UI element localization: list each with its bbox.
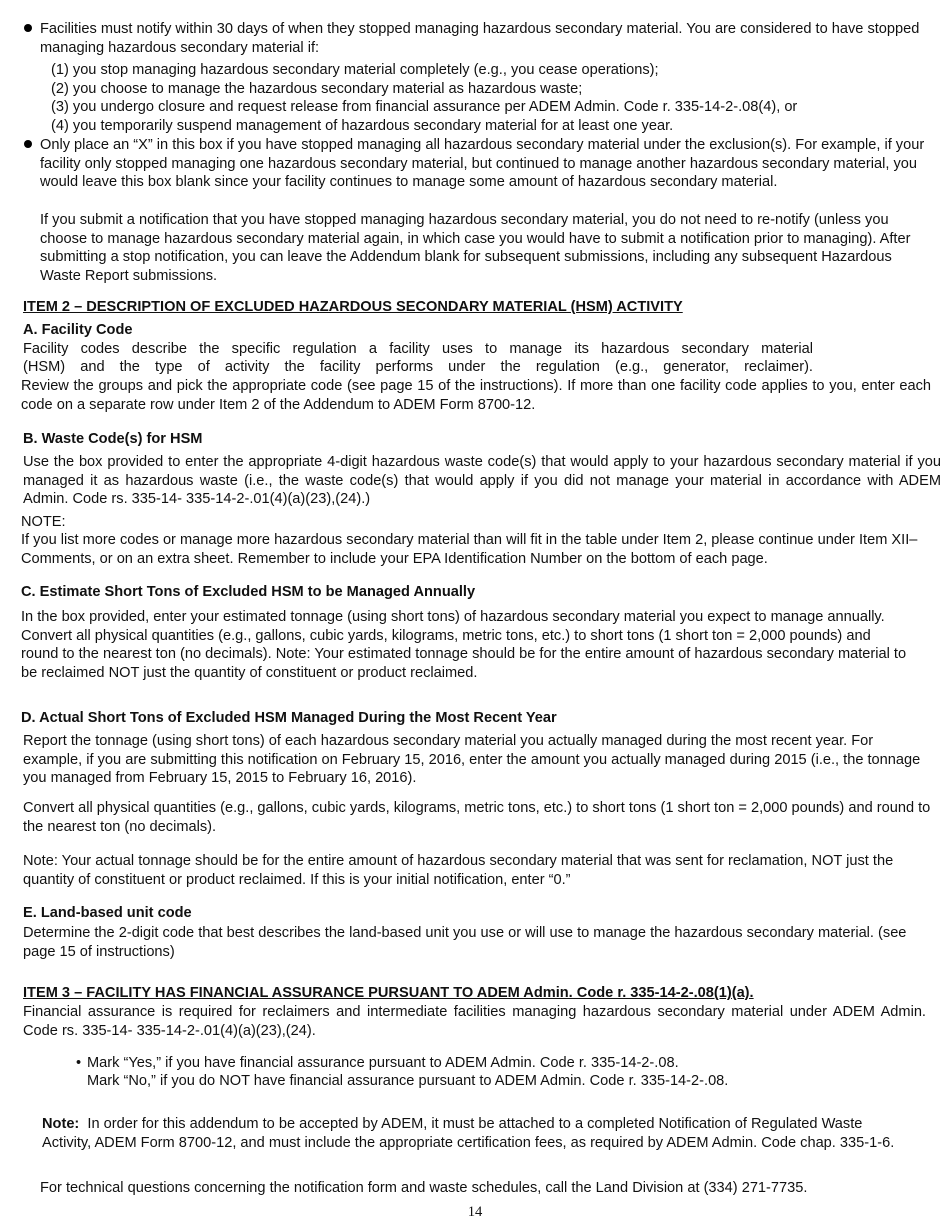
- bullet-dot: [24, 24, 32, 32]
- stop-box-bullet-text: Only place an “X” in this box if you have stopped managing all hazardous secondary material under the exclusion(s). For example, if your facility only stopped managing one hazardous secondary material, but continued to manage another hazardous secondary material, you would leave this box blank since your facility continues to manage some amount of hazardous secondary material.: [40, 137, 925, 191]
- notify-bullet-text: Facilities must notify within 30 days of when they stopped managing hazardous secondary material. You are considered to have stopped managing hazardous secondary material if:: [40, 21, 920, 56]
- item3-no-line: Mark “No,” if you do NOT have financial assurance pursuant to ADEM Admin. Code r. 335-14-2-.08.: [87, 1073, 729, 1089]
- note-label: Note:: [42, 1116, 80, 1132]
- item2-d-title: D. Actual Short Tons of Excluded HSM Managed During the Most Recent Year: [21, 710, 557, 726]
- condition-3: (3) you undergo closure and request release from financial assurance per ADEM Admin. Code r. 335-14-2-.08(4), or: [51, 99, 798, 116]
- item2-b-note-label: NOTE:: [21, 514, 66, 530]
- stop-box-followup-text: If you submit a notification that you have stopped managing hazardous secondary material, you do not need to re-notify (unless you choose to manage hazardous secondary material again, in which case you would have to submit a notification prior to managing). After submitting a stop notification, you can leave the Addendum blank for subsequent submissions, including any subsequent Hazardous Waste Report submissions.: [40, 212, 911, 284]
- item2-e-title: E. Land-based unit code: [23, 905, 192, 921]
- item2-c-title: C. Estimate Short Tons of Excluded HSM to be Managed Annually: [21, 584, 476, 600]
- item2-a-line1: Facility codes describe the specific regulation a facility uses to manage its hazardous secondary material: [23, 341, 813, 357]
- item2-e-text: Determine the 2-digit code that best describes the land-based unit you use or will use to manage the hazardous secondary material. (see page 15 of instructions): [23, 925, 907, 960]
- contact-line: For technical questions concerning the notification form and waste schedules, call the Land Division at (334) 271-7735.: [40, 1180, 808, 1196]
- addendum-note: [42, 1115, 912, 1152]
- item2-a-line3: Review the groups and pick the appropriate code (see page 15 of the instructions). If more than one facility code applies to you, enter each code on a separate row under Item 2 of the Addendum to ADEM Form 8700-12.: [21, 378, 931, 413]
- note-text: In order for this addendum to be accepted by ADEM, it must be attached to a completed Notification of Regulated Waste Activity, ADEM Form 8700-12, and must include the appropriate certification fees, as required by ADEM Admin. Code chap. 335-1-6.: [42, 1116, 895, 1151]
- condition-1: (1) you stop managing hazardous secondary material completely (e.g., you cease operations);: [51, 62, 659, 78]
- item2-a-line2: (HSM) and the type of activity the facility performs under the regulation (e.g., generator, reclaimer).: [23, 359, 813, 375]
- stop-conditions-list: [51, 61, 931, 135]
- condition-4: (4) you temporarily suspend management of hazardous secondary material for at least one year.: [51, 117, 674, 134]
- condition-2: (2) you choose to manage the hazardous secondary material as hazardous waste;: [51, 80, 583, 97]
- page-number: 14: [467, 1204, 483, 1220]
- item2-b-title: B. Waste Code(s) for HSM: [23, 431, 203, 447]
- item3-heading: ITEM 3 – FACILITY HAS FINANCIAL ASSURANCE PURSUANT TO ADEM Admin. Code r. 335-14-2-.08(1)(a).: [23, 985, 754, 1001]
- item3-bullet-dot: •: [76, 1055, 82, 1071]
- bullet-dot: [24, 140, 32, 148]
- item2-d-text3: Note: Your actual tonnage should be for the entire amount of hazardous secondary material that was sent for reclamation, NOT just the quantity of constituent or product reclaimed. If this is your initial notification, enter “0.”: [23, 853, 894, 888]
- item2-b-note-text: If you list more codes or manage more hazardous secondary material than will fit in the table under Item 2, please continue under Item XII–Comments, or on an extra sheet. Remember to include your EPA Identification Number on the bottom of each page.: [21, 532, 918, 567]
- item2-heading: ITEM 2 – DESCRIPTION OF EXCLUDED HAZARDOUS SECONDARY MATERIAL (HSM) ACTIVITY: [23, 299, 683, 315]
- item3-text: Financial assurance is required for reclaimers and intermediate facilities managing hazardous secondary material under ADEM Admin. Code rs. 335-14- 335-14-2-.01(4)(a)(23),(24).: [23, 1004, 926, 1039]
- item2-a-title: A. Facility Code: [23, 322, 133, 338]
- item2-b-text: Use the box provided to enter the appropriate 4-digit hazardous waste code(s) that would apply to your hazardous secondary material if you managed it as hazardous waste (i.e., the waste code(s) that would apply if you did not manage your material in accordance with ADEM Admin. Code rs. 335-14- 335-14-2-.01(4)(a)(23),(24).): [23, 454, 941, 508]
- item2-d-text1: Report the tonnage (using short tons) of each hazardous secondary material you actually managed during the most recent year. For example, if you are submitting this notification on February 15, 2016, enter the amount you actually managed during 2015 (i.e., the tonnage you managed from February 15, 2015 to February 16, 2016).: [23, 733, 921, 787]
- item2-d-text2: Convert all physical quantities (e.g., gallons, cubic yards, kilograms, metric tons, etc.) to short tons (1 short ton = 2,000 pounds) and round to the nearest ton (no decimals).: [23, 800, 931, 835]
- item2-c-text: In the box provided, enter your estimated tonnage (using short tons) of hazardous secondary material you expect to manage annually. Convert all physical quantities (e.g., gallons, cubic yards, kilograms, metric tons, etc.) to short tons (1 short ton = 2,000 pounds) and round to the nearest ton (no decimals). Note: Your estimated tonnage should be for the entire amount of hazardous secondary material to be reclaimed NOT just the quantity of constituent or product reclaimed.: [21, 609, 907, 681]
- item3-yes-line: Mark “Yes,” if you have financial assurance pursuant to ADEM Admin. Code r. 335-14-2-.08.: [87, 1055, 679, 1071]
